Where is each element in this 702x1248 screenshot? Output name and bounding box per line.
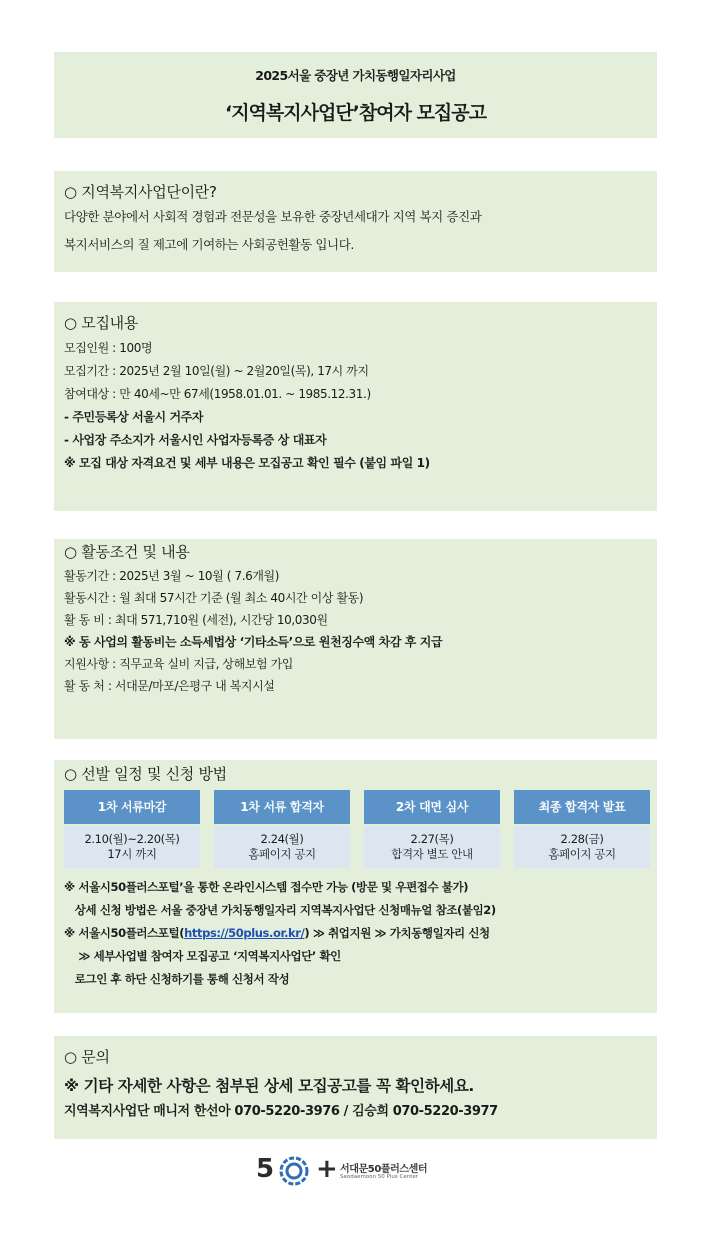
step-1-detail: 17시 까지 <box>107 847 157 861</box>
step-1 <box>64 790 200 868</box>
activity-place: 활 동 처 : 서대문/마포/은평구 내 복지시설 <box>64 679 275 693</box>
step-1-date: 2.10(월)~2.20(목) <box>84 832 180 846</box>
activity-period: 활동기간 : 2025년 3월 ~ 10월 ( 7.6개월) <box>64 569 280 583</box>
step-4-body <box>514 826 650 868</box>
step-2 <box>214 790 350 868</box>
recruit-section <box>54 302 657 511</box>
schedule-title: ○ 선발 일정 및 신청 방법 <box>64 765 227 783</box>
step-1-body <box>64 826 200 868</box>
step-3-body <box>364 826 500 868</box>
step-4-detail: 홈페이지 공지 <box>548 847 616 861</box>
activity-pay: 활 동 비 : 최대 571,710원 (세전), 시간당 10,030원 <box>64 613 328 627</box>
activity-tax-note: ※ 동 사업의 활동비는 소득세법상 ‘기타소득’으로 원천징수액 차감 후 지급 <box>64 635 443 649</box>
schedule-note-3 <box>64 925 657 941</box>
schedule-note-2: 상세 신청 방법은 서울 중장년 가치동행일자리 지역복지사업단 신청매뉴얼 참조(붙임2) <box>64 903 496 917</box>
recruit-title: ○ 모집내용 <box>64 314 139 332</box>
step-3-date: 2.27(목) <box>410 832 454 846</box>
title-banner <box>54 52 657 138</box>
schedule-note-4: ≫ 세부사업별 참여자 모집공고 ‘지역복지사업단’ 확인 <box>64 949 341 963</box>
notice-title: ‘지역복지사업단’참여자 모집공고 <box>224 102 486 124</box>
center-logo <box>256 1152 456 1192</box>
logo-five: 5 <box>256 1154 275 1184</box>
inquiry-notice: ※ 기타 자세한 사항은 첨부된 상세 모집공고를 꼭 확인하세요. <box>64 1077 474 1095</box>
inquiry-title: ○ 문의 <box>64 1048 110 1066</box>
recruit-condition-2: - 사업장 주소지가 서울시인 사업자등록증 상 대표자 <box>64 433 327 447</box>
logo-english-name: Seodaemoon 50 Plus Center <box>340 1174 419 1180</box>
about-line-1: 다양한 분야에서 사회적 경험과 전문성을 보유한 중장년세대가 지역 복지 증진과 <box>64 209 482 224</box>
schedule-steps <box>64 790 657 872</box>
step-4-date: 2.28(금) <box>560 832 604 846</box>
logo-plus: + <box>316 1154 338 1184</box>
step-3 <box>364 790 500 868</box>
recruit-count: 모집인원 : 100명 <box>64 341 153 355</box>
step-2-head: 1차 서류 합격자 <box>214 790 350 824</box>
schedule-section <box>54 760 657 1013</box>
schedule-note-1: ※ 서울시50플러스포털’을 통한 온라인시스템 접수만 가능 (방문 및 우편접수 불가) <box>64 880 469 894</box>
about-title: ○ 지역복지사업단이란? <box>64 183 217 201</box>
step-2-body <box>214 826 350 868</box>
schedule-note-3-pre: ※ 서울시50플러스포털( <box>64 926 185 940</box>
activity-hours: 활동시간 : 월 최대 57시간 기준 (월 최소 40시간 이상 활동) <box>64 591 364 605</box>
program-title: 2025서울 중장년 가치동행일자리사업 <box>255 68 456 83</box>
step-3-detail: 합격자 별도 안내 <box>391 847 473 861</box>
portal-link[interactable]: https://50plus.or.kr/ <box>184 926 305 940</box>
activity-section <box>54 539 657 739</box>
activity-title: ○ 활동조건 및 내용 <box>64 543 190 561</box>
recruit-condition-1: - 주민등록상 서울시 거주자 <box>64 410 204 424</box>
about-section <box>54 171 657 272</box>
step-2-date: 2.24(월) <box>260 832 304 846</box>
recruit-note: ※ 모집 대상 자격요건 및 세부 내용은 모집공고 확인 필수 (붙임 파일 1) <box>64 456 430 470</box>
about-line-2: 복지서비스의 질 제고에 기여하는 사회공헌활동 입니다. <box>64 237 354 252</box>
logo-korean-name: 서대문50플러스센터 <box>340 1164 428 1175</box>
schedule-note-3-post: ) ≫ 취업지원 ≫ 가치동행일자리 신청 <box>304 926 490 940</box>
schedule-note-5: 로그인 후 하단 신청하기를 통해 신청서 작성 <box>64 972 290 986</box>
inquiry-section <box>54 1036 657 1139</box>
step-4 <box>514 790 650 868</box>
step-3-head: 2차 대면 심사 <box>364 790 500 824</box>
recruit-period: 모집기간 : 2025년 2월 10일(월) ~ 2월20일(목), 17시 까지 <box>64 364 369 378</box>
step-1-head: 1차 서류마감 <box>64 790 200 824</box>
recruit-target: 참여대상 : 만 40세~만 67세(1958.01.01. ~ 1985.12.31.) <box>64 387 371 401</box>
step-2-detail: 홈페이지 공지 <box>248 847 316 861</box>
logo-ring-icon <box>272 1154 316 1188</box>
inquiry-contacts: 지역복지사업단 매니저 한선아 070-5220-3976 / 김승희 070-5220-3977 <box>64 1104 498 1119</box>
step-4-head: 최종 합격자 발표 <box>514 790 650 824</box>
activity-support: 지원사항 : 직무교육 실비 지급, 상해보험 가입 <box>64 657 294 671</box>
